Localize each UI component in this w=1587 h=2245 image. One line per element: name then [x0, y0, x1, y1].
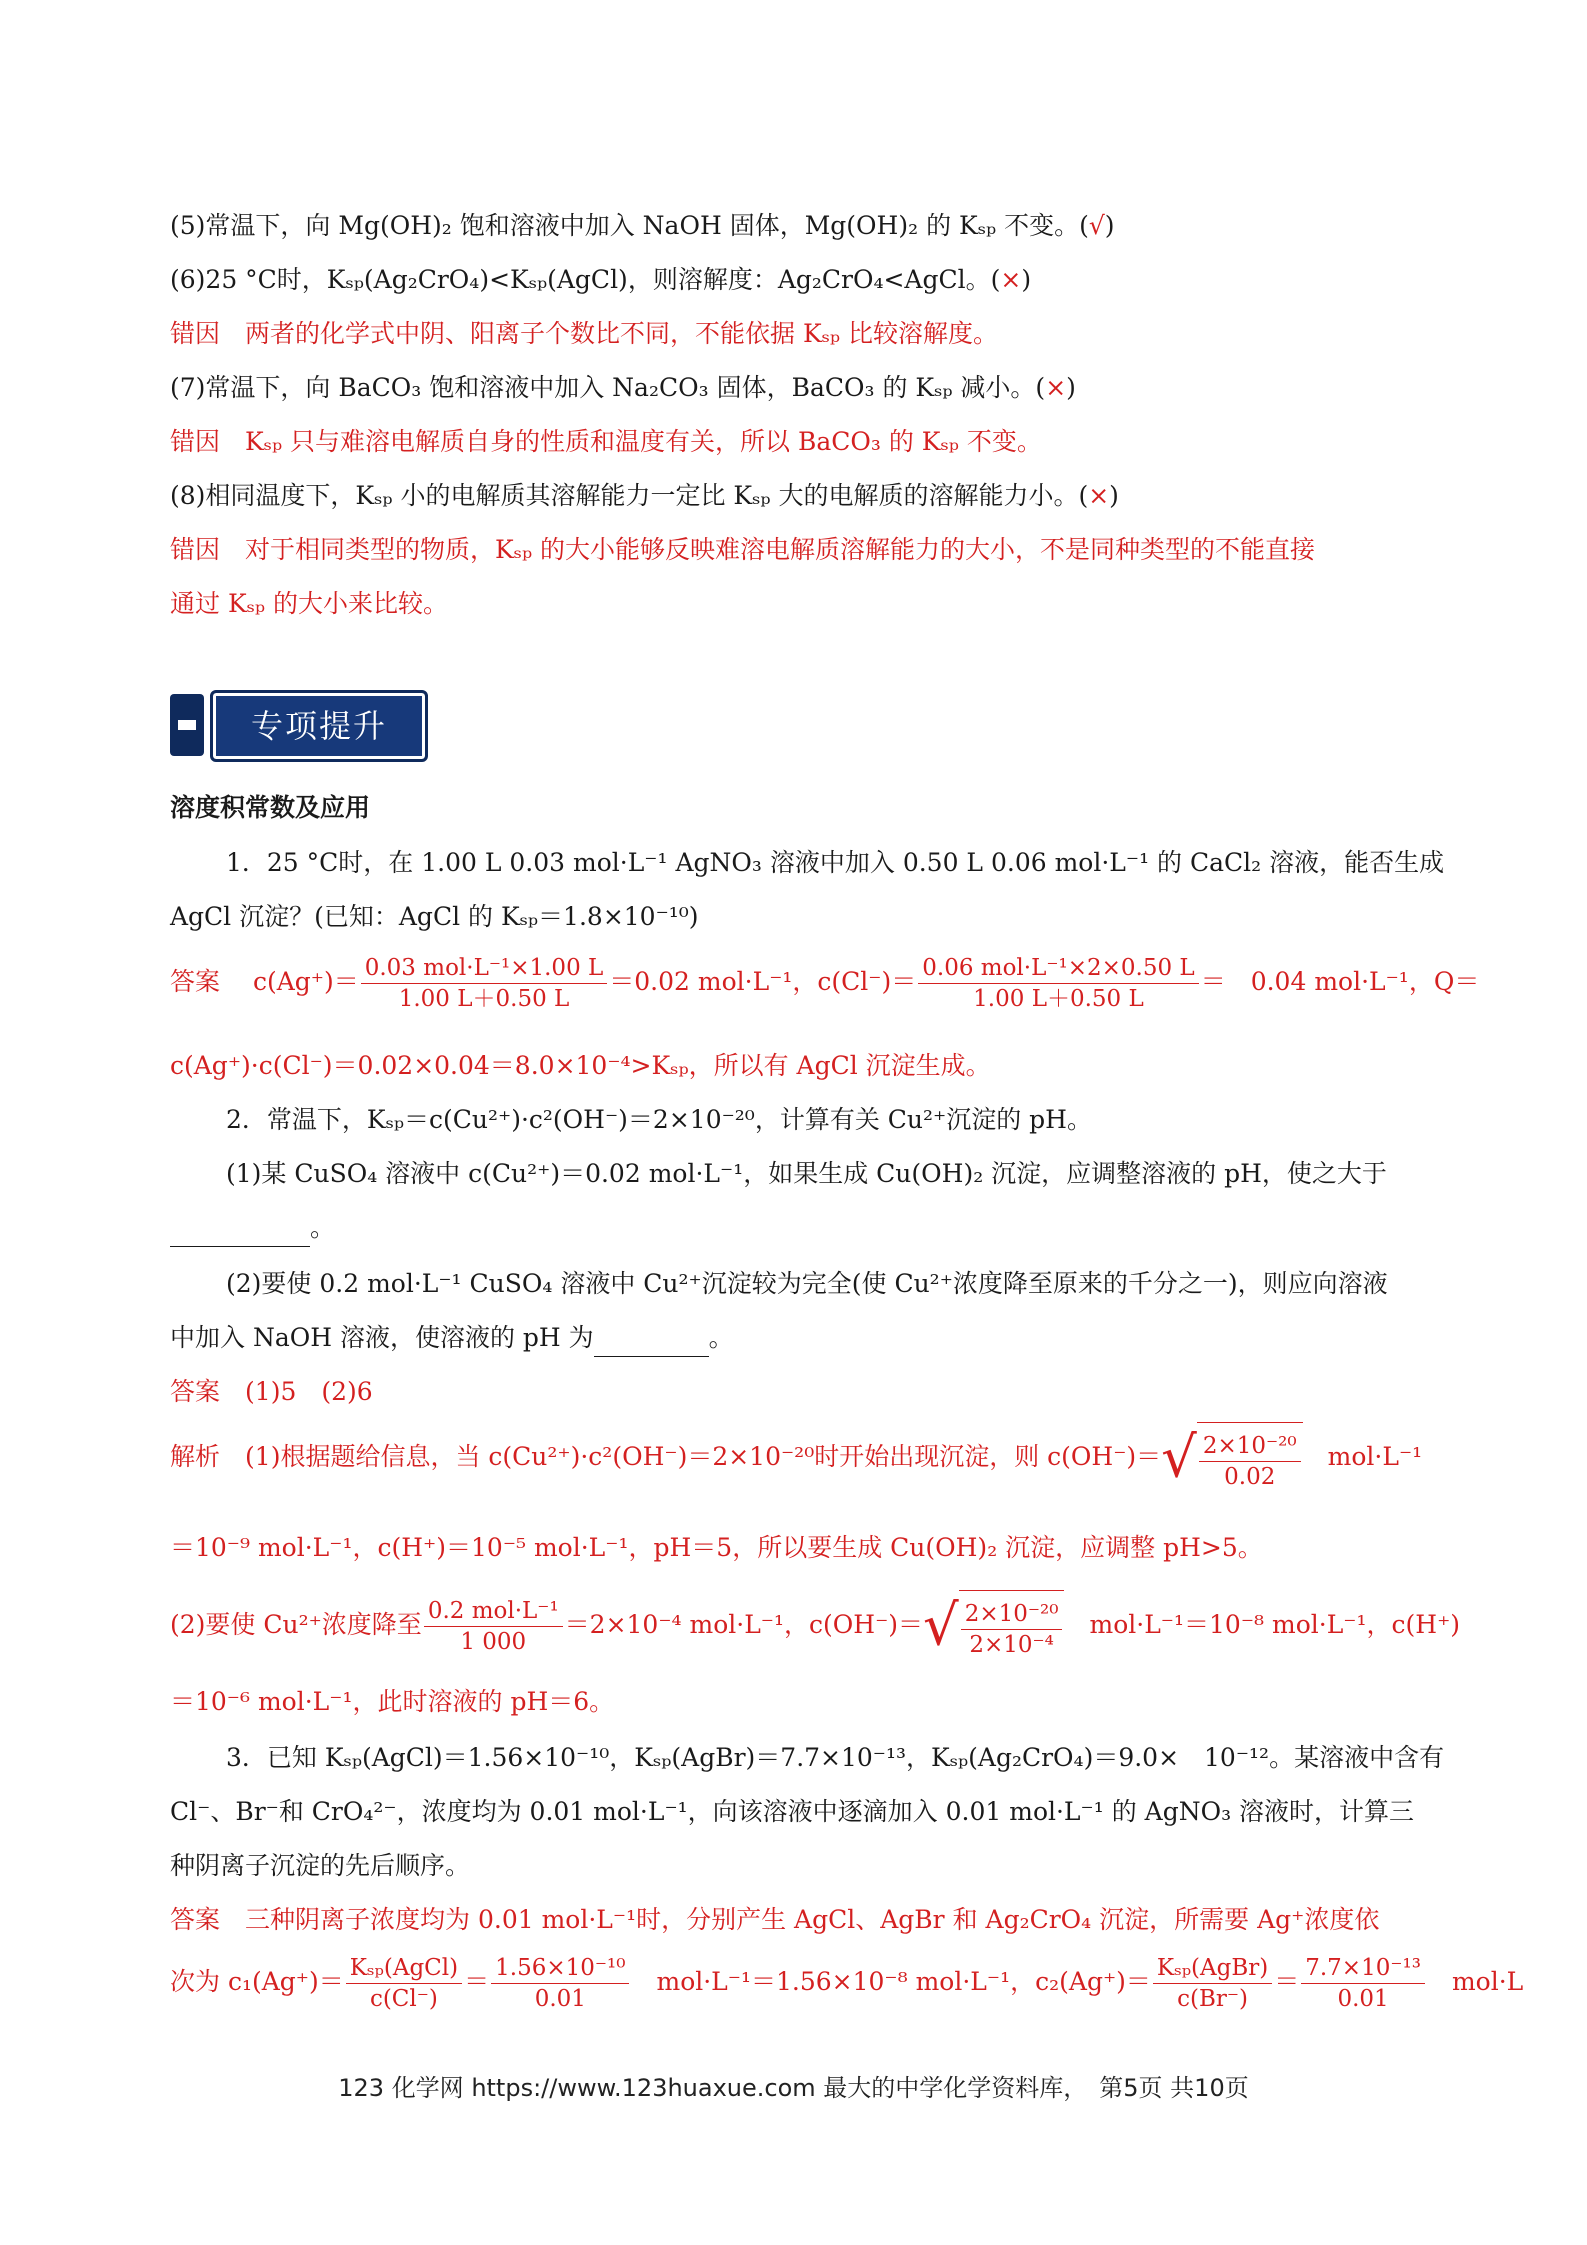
fraction-5: $\frac{\text{1.56×10⁻¹⁰}}{0.01}$ — [491, 1953, 629, 2014]
q2-explanation-line3: (2)要使 Cu²⁺浓度降至 $\frac{\text{0.2 mol·L⁻¹}}{1 000}$ ＝2×10⁻⁴ mol·L⁻¹，c(OH⁻)＝√ $\frac{\text{2×10⁻²⁰}}{\text{2×10⁻⁴}}$ mol·L⁻¹＝10⁻⁸ mol·L⁻¹，c(H⁺) — [170, 1590, 1440, 1663]
cross-mark: × — [1088, 481, 1110, 510]
q2-line1: 2．常温下，Kₛₚ＝c(Cu²⁺)·c²(OH⁻)＝2×10⁻²⁰，计算有关 Cu²⁺沉淀的 pH。 — [226, 1105, 1092, 1134]
item-6: (6)25 °C时，Kₛₚ(Ag₂CrO₄)<Kₛₚ(AgCl)，则溶解度：Ag₂CrO₄<AgCl。(×) — [170, 265, 1032, 294]
q2-line4: (2)要使 0.2 mol·L⁻¹ CuSO₄ 溶液中 Cu²⁺沉淀较为完全(使 Cu²⁺浓度降至原来的千分之一)，则应向溶液 — [226, 1269, 1388, 1298]
q3-line1: 3．已知 Kₛₚ(AgCl)＝1.56×10⁻¹⁰，Kₛₚ(AgBr)＝7.7×10⁻¹³，Kₛₚ(Ag₂CrO₄)＝9.0× 10⁻¹²。某溶液中含有 — [226, 1743, 1445, 1772]
sqrt-1: √ $\frac{\text{2×10⁻²⁰}}{0.02}$ — [1161, 1422, 1302, 1495]
q2-answer: 答案 (1)5 (2)6 — [170, 1377, 373, 1406]
cross-mark: × — [1045, 373, 1067, 402]
fraction-4: $\frac{\text{Kₛₚ(AgCl)}}{c(Cl^-)}$ — [346, 1953, 462, 2014]
sqrt-2: √ $\frac{\text{2×10⁻²⁰}}{\text{2×10⁻⁴}}$ — [923, 1590, 1064, 1663]
q2-explanation-line1: 解析 (1)根据题给信息，当 c(Cu²⁺)·c²(OH⁻)＝2×10⁻²⁰时开始出现沉淀，则 c(OH⁻)＝√ $\frac{\text{2×10⁻²⁰}}{0.02}$ mol·L⁻¹ — [170, 1422, 1440, 1495]
q3-line3: 种阴离子沉淀的先后顺序。 — [170, 1851, 471, 1880]
answer-blank — [170, 1210, 310, 1247]
q3-line2: Cl⁻、Br⁻和 CrO₄²⁻，浓度均为 0.01 mol·L⁻¹，向该溶液中逐滴加入 0.01 mol·L⁻¹ 的 AgNO₃ 溶液时，计算三 — [170, 1797, 1415, 1826]
fraction-3: $\frac{\text{0.2 mol·L⁻¹}}{1 000}$ — [424, 1596, 563, 1657]
q1-answer: 答案 c(Ag⁺)＝ $\frac{\text{0.03 mol·L⁻¹×1.00 L}}{1.00 L+0.50 L}$ ＝0.02 mol·L⁻¹，c(Cl⁻)＝ $\frac{\text{0.06 mol·L⁻¹×2×0.50 L}}{1.00 L+0.50 L}$ ＝ 0.04 mol·L⁻¹，Q＝ — [170, 955, 1480, 1012]
q1-line1: 1．25 °C时，在 1.00 L 0.03 mol·L⁻¹ AgNO₃ 溶液中加入 0.50 L 0.06 mol·L⁻¹ 的 CaCl₂ 溶液，能否生成 — [226, 848, 1445, 877]
section-title: 溶度积常数及应用 — [170, 793, 371, 822]
q2-line3: 。 — [170, 1210, 1440, 1247]
cross-mark: × — [1000, 265, 1022, 294]
error-reason-6: 错因 两者的化学式中阴、阳离子个数比不同，不能依据 Kₛₚ 比较溶解度。 — [170, 319, 998, 348]
error-reason-8-line1: 错因 对于相同类型的物质，Kₛₚ 的大小能够反映难溶电解质溶解能力的大小，不是同种类型的不能直接 — [170, 535, 1316, 564]
fraction-1: $\frac{\text{0.03 mol·L⁻¹×1.00 L}}{1.00 L+0.50 L}$ — [361, 953, 608, 1014]
fraction-2: $\frac{\text{0.06 mol·L⁻¹×2×0.50 L}}{1.00 L+0.50 L}$ — [918, 953, 1198, 1014]
q2-line2: (1)某 CuSO₄ 溶液中 c(Cu²⁺)＝0.02 mol·L⁻¹，如果生成 Cu(OH)₂ 沉淀，应调整溶液的 pH，使之大于 — [226, 1159, 1387, 1188]
item-5: (5)常温下，向 Mg(OH)₂ 饱和溶液中加入 NaOH 固体，Mg(OH)₂ 的 Kₛₚ 不变。(√) — [170, 211, 1115, 240]
q2-explanation-line2: ＝10⁻⁹ mol·L⁻¹，c(H⁺)＝10⁻⁵ mol·L⁻¹，pH＝5，所以要生成 Cu(OH)₂ 沉淀，应调整 pH>5。 — [170, 1533, 1263, 1562]
banner-title: 专项提升 — [210, 690, 428, 762]
answer-blank — [594, 1320, 709, 1357]
answer-label: 答案 — [170, 1905, 221, 1934]
q3-answer-line1: 答案 三种阴离子浓度均为 0.01 mol·L⁻¹时，分别产生 AgCl、AgBr 和 Ag₂CrO₄ 沉淀，所需要 Ag⁺浓度依 — [170, 1905, 1380, 1934]
page-footer: 123 化学网 https://www.123huaxue.com 最大的中学化学资料库， 第5页 共10页 — [338, 2074, 1249, 2102]
answer-label: 答案 — [170, 967, 221, 996]
q1-answer-line2: c(Ag⁺)·c(Cl⁻)＝0.02×0.04＝8.0×10⁻⁴>Kₛₚ，所以有 AgCl 沉淀生成。 — [170, 1051, 991, 1080]
error-reason-7: 错因 Kₛₚ 只与难溶电解质自身的性质和温度有关，所以 BaCO₃ 的 Kₛₚ 不变。 — [170, 427, 1042, 456]
answer-label: 答案 — [170, 1377, 221, 1406]
q2-line5: 中加入 NaOH 溶液，使溶液的 pH 为 。 — [170, 1320, 1440, 1357]
q2-explanation-line4: ＝10⁻⁶ mol·L⁻¹，此时溶液的 pH＝6。 — [170, 1687, 615, 1716]
banner-bar-icon — [170, 694, 204, 756]
q3-answer-line2: 次为 c₁(Ag⁺)＝ $\frac{\text{Kₛₚ(AgCl)}}{c(Cl^-)}$ ＝ $\frac{\text{1.56×10⁻¹⁰}}{0.01}$ mol·L⁻¹＝1.56×10⁻⁸ mol·L⁻¹，c₂(Ag⁺)＝ $\frac{\text{Kₛₚ(AgBr)}}{c(Br^-)}$ ＝ $\frac{\text{7.7×10⁻¹³}}{0.01}$ mol·L — [170, 1955, 1524, 2012]
fraction-6: $\frac{\text{Kₛₚ(AgBr)}}{c(Br^-)}$ — [1153, 1953, 1272, 2014]
error-reason-8-line2: 通过 Kₛₚ 的大小来比较。 — [170, 589, 448, 618]
item-8: (8)相同温度下，Kₛₚ 小的电解质其溶解能力一定比 Kₛₚ 大的电解质的溶解能力小。(×) — [170, 481, 1119, 510]
check-mark: √ — [1088, 211, 1105, 240]
q1-line2: AgCl 沉淀？(已知：AgCl 的 Kₛₚ＝1.8×10⁻¹⁰) — [170, 902, 699, 931]
fraction-7: $\frac{\text{7.7×10⁻¹³}}{0.01}$ — [1301, 1953, 1425, 2014]
item-7: (7)常温下，向 BaCO₃ 饱和溶液中加入 Na₂CO₃ 固体，BaCO₃ 的 Kₛₚ 减小。(×) — [170, 373, 1076, 402]
explanation-label: 解析 — [170, 1442, 221, 1471]
section-banner — [170, 690, 425, 760]
